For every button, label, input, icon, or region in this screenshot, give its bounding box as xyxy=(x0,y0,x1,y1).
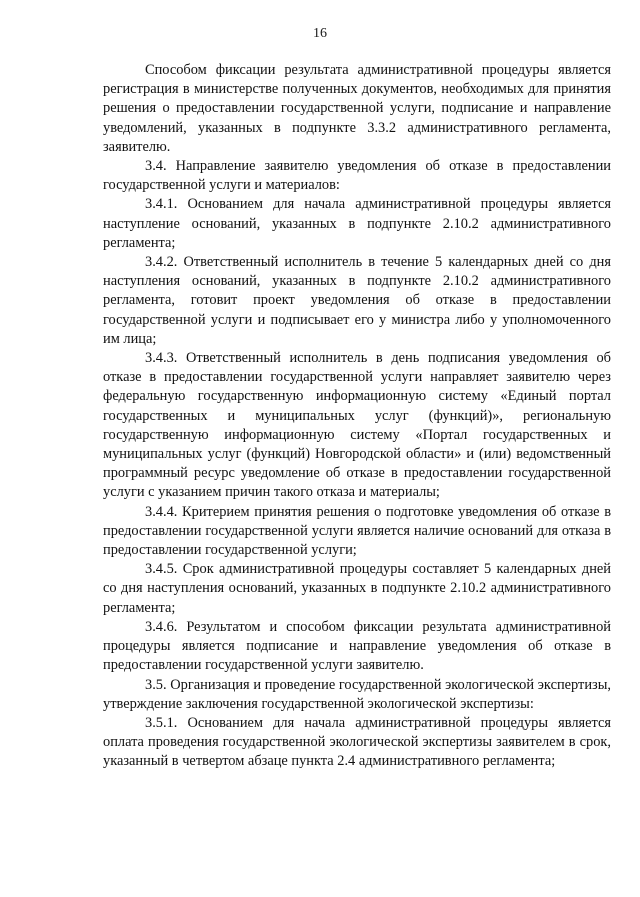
paragraph-3-4-3: 3.4.3. Ответственный исполнитель в день подписания уведомления об отказе в предоставлении государственной услуги направляет заявителю через федеральную государственную информационную систему «Единый портал государственных и муниципальных услуг (функций)», региональную государственную информационную систему «Портал государственных и муниципальных услуг (функций) Новгородской области» и (или) ведомственный программный ресурс уведомление об отказе в предоставлении государственной услуги с указанием причин такого отказа и материалы; xyxy=(103,350,611,501)
paragraph-3-5-1: 3.5.1. Основанием для начала административной процедуры является оплата проведения государственной экологической экспертизы заявителем в срок, указанный в четвертом абзаце пункта 2.4 административного регламента; xyxy=(103,714,611,770)
paragraph-3-5: 3.5. Организация и проведение государственной экологической экспертизы, утверждение заключения государственной экологической экспертизы: xyxy=(103,676,611,712)
paragraph-3-4-1: 3.4.1. Основанием для начала административной процедуры является наступление оснований, указанных в подпункте 2.10.2 административного регламента; xyxy=(103,196,611,251)
paragraph-3-4-2: 3.4.2. Ответственный исполнитель в течение 5 календарных дней со дня наступления оснований, указанных в подпункте 2.10.2 административного регламента, готовит проект уведомления об отказе в предоставлении государственной услуги и подписывает его у министра либо у уполномоченного им лица; xyxy=(103,254,611,347)
paragraph-fixation-method: Способом фиксации результата административной процедуры является регистрация в министерстве полученных документов, необходимых для принятия решения о предоставлении государственной услуги, подписание и направление уведомлений, указанных в подпункте 3.3.2 административного регламента, заявителю. xyxy=(103,62,611,155)
paragraph-3-4-5: 3.4.5. Срок административной процедуры составляет 5 календарных дней со дня наступления оснований, указанных в подпункте 2.10.2 административного регламента; xyxy=(103,561,611,616)
page-number: 16 xyxy=(313,26,327,41)
paragraph-3-4: 3.4. Направление заявителю уведомления об отказе в предоставлении государственной услуги и материалов: xyxy=(103,158,611,194)
paragraph-3-4-6: 3.4.6. Результатом и способом фиксации результата административной процедуры является подписание и направление уведомления об отказе в предоставлении государственной услуги заявителю. xyxy=(103,618,611,674)
document-body xyxy=(103,61,611,772)
paragraph-3-4-4: 3.4.4. Критерием принятия решения о подготовке уведомления об отказе в предоставлении государственной услуги является наличие оснований для отказа в предоставлении государственной услуги; xyxy=(103,503,611,559)
